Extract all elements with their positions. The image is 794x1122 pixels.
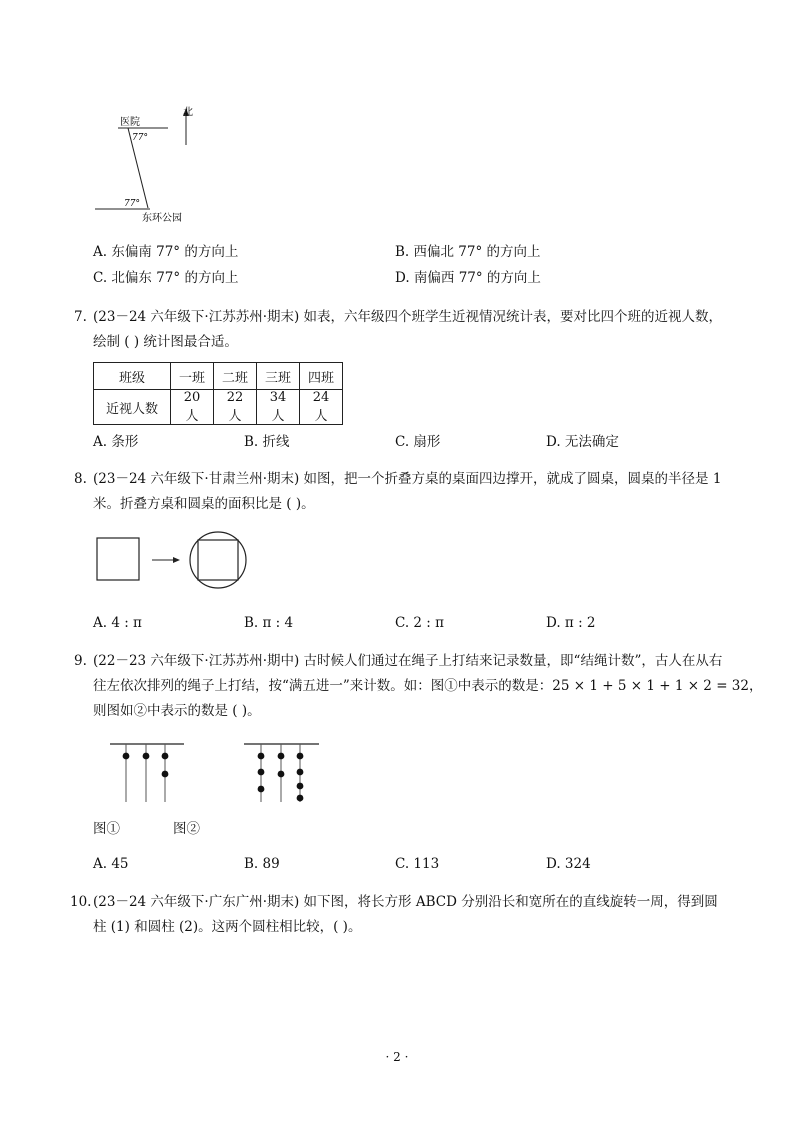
figure-2-label: 图②	[173, 821, 200, 837]
q7-option-b[interactable]: B. 折线	[244, 434, 290, 450]
q8-option-d[interactable]: D. π : 2	[546, 615, 596, 631]
square-to-circle-figure	[95, 532, 255, 592]
q9-option-b[interactable]: B. 89	[244, 856, 280, 872]
angle-top-label: 77°	[132, 133, 148, 143]
park-label: 东环公园	[142, 213, 182, 224]
angle-bottom-label: 77°	[124, 199, 140, 209]
q10-text-line1: (23－24 六年级下·广东广州·期末) 如下图，将长方形 ABCD 分别沿长和宽所在的直线旋转一周，得到圆	[93, 894, 718, 910]
q6-option-d[interactable]: D. 南偏西 77° 的方向上	[395, 270, 541, 286]
q7-text-line1: (23－24 六年级下·江苏苏州·期末) 如表，六年级四个班学生近视情况统计表，要对比四个班的近视人数，	[93, 309, 723, 325]
q6-option-c[interactable]: C. 北偏东 77° 的方向上	[93, 270, 239, 286]
figure-1-label: 图①	[93, 821, 120, 837]
q9-text-line2: 往左依次排列的绳子上打结，按“满五进一”来计数。如：图①中表示的数是：25 × 1 + 5 × 1 + 1 × 2 = 32，	[93, 678, 763, 694]
knot	[123, 753, 130, 760]
q6-option-b[interactable]: B. 西偏北 77° 的方向上	[395, 244, 541, 260]
table-cell: 20 人	[171, 390, 214, 425]
table-row	[94, 390, 343, 425]
knot	[143, 753, 150, 760]
q9-number: 9.	[74, 653, 87, 669]
knot	[162, 771, 169, 778]
table-cell: 24 人	[300, 390, 343, 425]
q6-option-a[interactable]: A. 东偏南 77° 的方向上	[93, 244, 239, 260]
q9-text-line3: 则图如②中表示的数是 ( )。	[93, 703, 261, 719]
q9-option-c[interactable]: C. 113	[395, 856, 440, 872]
knot	[297, 795, 304, 802]
q8-number: 8.	[74, 471, 87, 487]
q10-number: 10.	[70, 894, 92, 910]
q7-option-c[interactable]: C. 扇形	[395, 434, 441, 450]
knot	[162, 753, 169, 760]
knot	[297, 769, 304, 776]
myopia-table	[93, 362, 343, 425]
knot	[278, 753, 285, 760]
table-cell: 二班	[214, 363, 257, 390]
knot	[258, 786, 265, 793]
q7-option-a[interactable]: A. 条形	[93, 434, 139, 450]
knot	[297, 783, 304, 790]
table-cell: 22 人	[214, 390, 257, 425]
direction-figure	[90, 100, 210, 230]
q8-text-line1: (23－24 六年级下·甘肃兰州·期末) 如图，把一个折叠方桌的桌面四边撑开，就成了圆桌，圆桌的半径是 1	[93, 471, 722, 487]
hospital-label: 医院	[120, 117, 140, 128]
q7-option-d[interactable]: D. 无法确定	[546, 434, 619, 450]
q7-text-line2: 绘制 ( ) 统计图最合适。	[93, 334, 238, 350]
q7-number: 7.	[74, 309, 87, 325]
north-label: 北	[183, 107, 193, 118]
knot	[258, 753, 265, 760]
knot	[297, 753, 304, 760]
table-cell: 四班	[300, 363, 343, 390]
knot-figure-1	[110, 742, 185, 804]
q8-option-c[interactable]: C. 2 : π	[395, 615, 445, 631]
knot-figure-2	[244, 742, 320, 804]
q9-text-line1: (22－23 六年级下·江苏苏州·期中) 古时候人们通过在绳子上打结来记录数量，即“结绳计数”，古人在从右	[93, 653, 723, 669]
table-cell: 一班	[171, 363, 214, 390]
table-cell: 班级	[94, 363, 171, 390]
table-cell: 近视人数	[94, 390, 171, 425]
q9-option-d[interactable]: D. 324	[546, 856, 591, 872]
table-cell: 三班	[257, 363, 300, 390]
q8-text-line2: 米。折叠方桌和圆桌的面积比是 ( )。	[93, 496, 315, 512]
q10-text-line2: 柱 (1) 和圆柱 (2)。这两个圆柱相比较，( )。	[93, 919, 362, 935]
table-cell: 34 人	[257, 390, 300, 425]
page-number: · 2 ·	[385, 1050, 409, 1064]
q8-option-a[interactable]: A. 4 : π	[93, 615, 142, 631]
q9-option-a[interactable]: A. 45	[93, 856, 129, 872]
table-header-row	[94, 363, 343, 390]
q8-option-b[interactable]: B. π : 4	[244, 615, 294, 631]
knot	[258, 769, 265, 776]
knot	[278, 771, 285, 778]
